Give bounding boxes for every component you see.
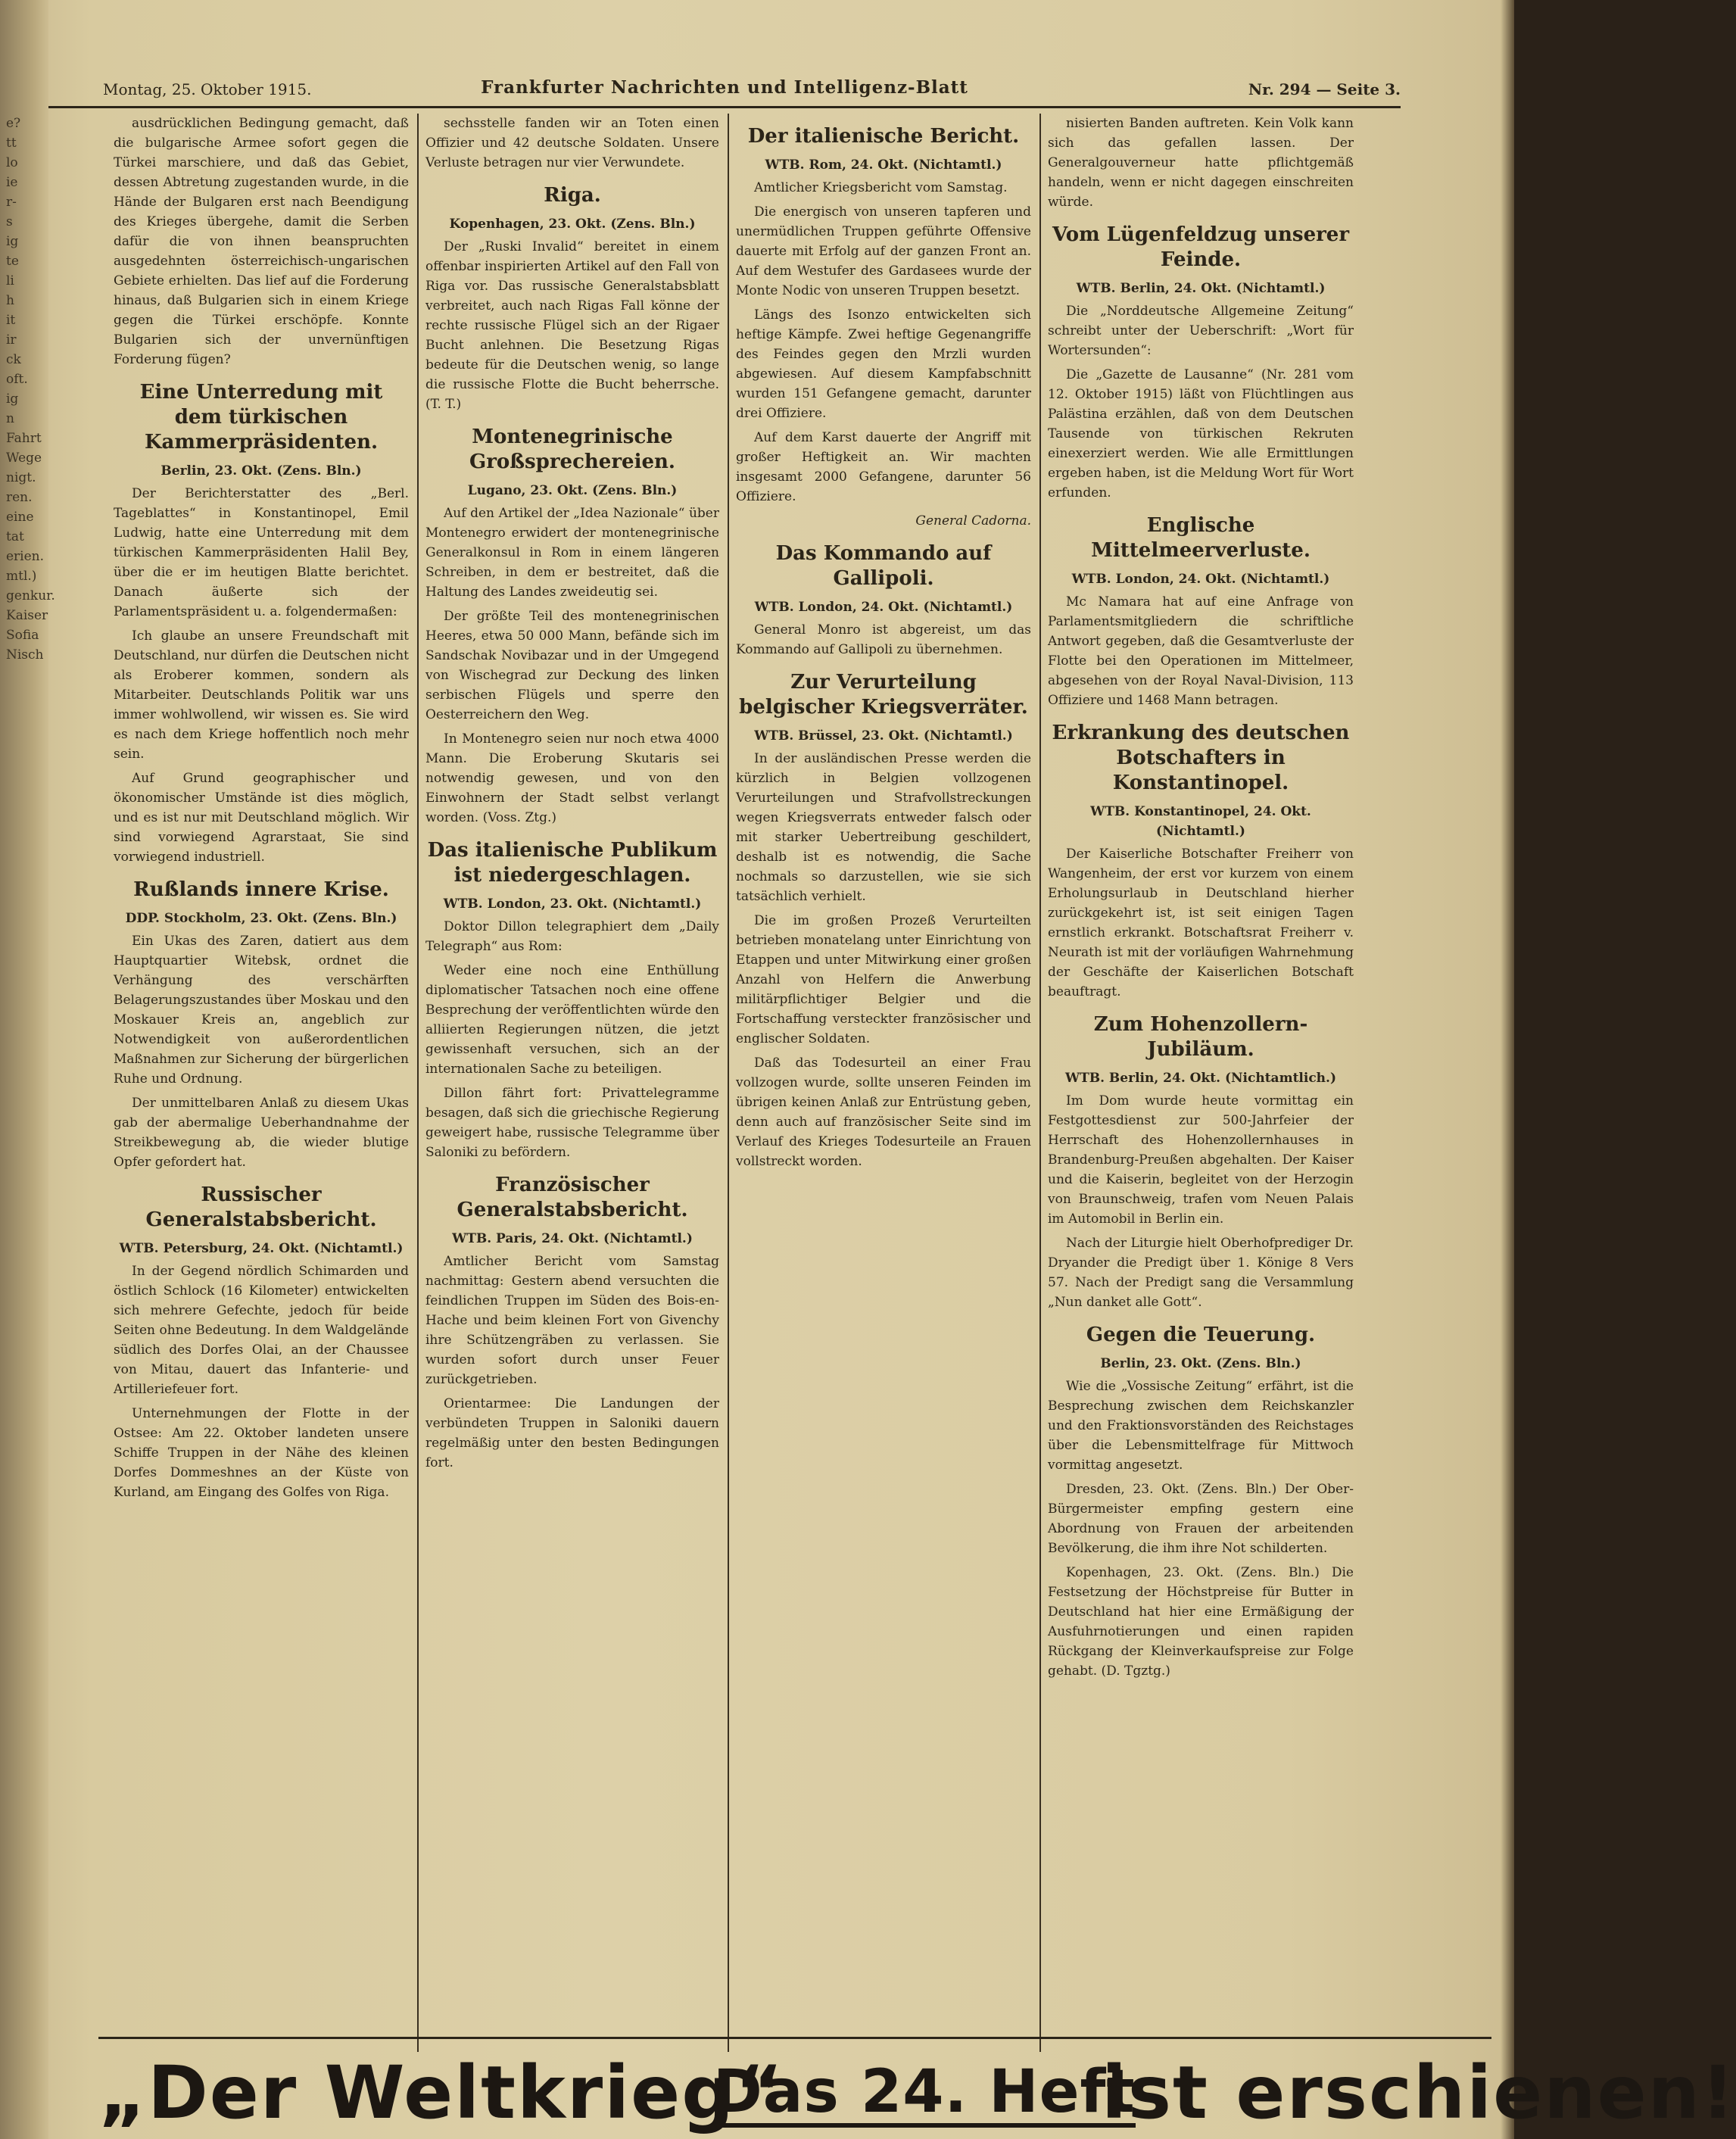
column-body [736,124,1031,1171]
article-paragraph: In der ausländischen Presse werden die kürzlich in Belgien vollzogenen Verurteilungen und Strafvollstreckungen wegen Kriegsverrats entweder falsch oder mit starker Uebertreibung geschildert, deshalb ist es notwendig, die Sache nochmals so darzustellen, wie sie sich tatsächlich verhielt. [736,751,1031,904]
article-paragraph: General Monro ist abgereist, um das Kommando auf Gallipoli zu übernehmen. [736,622,1031,657]
article-dateline: WTB. London, 23. Okt. (Nichtamtl.) [443,896,702,912]
article-headline: Der italienische Bericht. [747,125,1020,148]
article-paragraph: Die energisch von unseren tapferen und unermüdlichen Truppen geführte Offensive dauerte mit Erfolg auf der ganzen Front an. Auf dem Westufer des Gardasees wurde der Monte Nodic von unseren Truppen besetzt. [736,204,1031,298]
article [736,124,1031,531]
article [114,1183,409,1502]
article-dateline: WTB. London, 24. Okt. (Nichtamtl.) [754,600,1013,615]
article-paragraph: Die „Gazette de Lausanne“ (Nr. 281 vom 12. Oktober 1915) läßt von Flüchtlingen aus Palästina erzählen, daß von dem Deutschen Tausende von türkischen Rekruten einexerziert werden. Wie alle Ermittlungen ergeben haben, ist die Meldung Wort für Wort erfunden. [1048,367,1354,500]
article-headline: Zur Verurteilung belgischer Kriegsverräter. [739,671,1028,719]
article-paragraph: Im Dom wurde heute vormittag ein Festgottesdienst zur 500-Jahrfeier der Herrschaft des Hohenzollernhauses in Brandenburg-Preußen abgehalten. Der Kaiser und die Kaiserin, begleitet von der Herzogin von Braunschweig, trafen vom Neuen Palais im Automobil in Berlin ein. [1048,1093,1354,1227]
column-4 [1048,114,1354,2037]
article-paragraph: Die „Norddeutsche Allgemeine Zeitung“ schreibt unter der Ueberschrift: „Wort für Wortersunden“: [1048,304,1354,358]
article-paragraph: Nach der Liturgie hielt Oberhofprediger Dr. Dryander die Predigt über 1. Könige 8 Vers 57. Nach der Predigt sang die Versammlung „Nun danket alle Gott“. [1048,1236,1354,1310]
fragment-text: te [6,254,19,269]
article-paragraph: Dillon fährt fort: Privattelegramme besagen, daß sich die griechische Regierung geweigert habe, russische Telegramme über Saloniki zu befördern. [425,1086,719,1160]
article-dateline: DDP. Stockholm, 23. Okt. (Zens. Bln.) [125,911,397,926]
article-paragraph: Kopenhagen, 23. Okt. (Zens. Bln.) Die Festsetzung der Höchstpreise für Butter in Deutschland hat hier eine Ermäßigung der Ausfuhrnotierungen und einen rapiden Rückgang der Kleinverkaufspreise zur Folge gehabt. (D. Tgztg.) [1048,1565,1354,1679]
fragment-text: n [6,411,14,426]
fragment-text: ig [6,391,19,407]
article-paragraph: Wie die „Vossische Zeitung“ erfährt, ist die Besprechung zwischen dem Reichskanzler und den Fraktionsvorständen des Reichstages über die Lebensmittelfrage für Mittwoch vormittag angesetzt. [1048,1379,1354,1473]
article-headline: Erkrankung des deutschen Botschafters in Konstantinopel. [1052,722,1350,794]
article-paragraph: Daß das Todesurteil an einer Frau vollzogen wurde, sollte unseren Feinden im übrigen keinen Anlaß zur Entrüstung geben, denn auch auf französischer Seite sind im Verlauf des Krieges Todesurteile an Frauen vollstreckt worden. [736,1055,1031,1169]
article [1048,1323,1354,1681]
page-edge [1501,0,1514,2139]
article [1048,513,1354,710]
article-signature: General Cadorna. [915,513,1031,529]
fragment-text: mtl.) [6,569,37,584]
article-paragraph: Der unmittelbaren Anlaß zu diesem Ukas gab der abermalige Ueberhandnahme der Streikbewegung ab, die wieder blutige Opfer gefordert hat. [114,1096,409,1170]
fragment-text: ir [6,332,17,348]
article [114,878,409,1172]
previous-page-fragments [6,114,55,2037]
article-dateline: WTB. Paris, 24. Okt. (Nichtamtl.) [452,1231,693,1246]
column-divider [728,114,729,2052]
lead-paragraph: nisierten Banden auftreten. Kein Volk kann sich das gefallen lassen. Der Generalgouverneur hatte pflichtgemäß handeln, wenn er nicht dagegen einschreiten würde. [1048,116,1354,210]
fragment-text: ie [6,175,18,190]
fragment-text: Kaiser [6,608,48,623]
article-paragraph: Unternehmungen der Flotte in der Ostsee: Am 22. Oktober landeten unsere Schiffe Truppen in der Nähe des kleinen Dorfes Dommeshnes an der Küste von Kurland, am Eingang des Golfes von Riga. [114,1406,409,1500]
article [114,380,409,867]
article-headline: Vom Lügenfeldzug unserer Feinde. [1052,223,1350,271]
article-paragraph: Die im großen Prozeß Verurteilten betrieben monatelang unter Einrichtung von Etappen und unter Mitwirkung einer großen Anzahl von Helfern die Anwerbung militärpflichtiger Belgier und die Fortschaffung versteckter französischer und englischer Soldaten. [736,913,1031,1046]
article-dateline: WTB. Konstantinopel, 24. Okt. (Nichtamtl.) [1090,804,1311,839]
article [1048,1012,1354,1312]
column-2 [425,114,719,2037]
article-headline: Zum Hohenzollern-Jubiläum. [1093,1013,1308,1061]
fragment-text: Nisch [6,647,44,663]
article [425,1173,719,1473]
article-paragraph: Weder eine noch eine Enthüllung diplomatischer Tatsachen noch eine offene Besprechung der veröffentlichten würde den alliierten Regierungen nützen, die jetzt gewissenhaft versuchen, sich an der internationalen Sache zu beteiligen. [425,963,719,1077]
article-dateline: WTB. Rom, 24. Okt. (Nichtamtl.) [765,157,1002,173]
fragment-text: it [6,313,16,328]
article [425,183,719,414]
article-headline: Rußlands innere Krise. [133,878,389,901]
article-paragraph: Auf den Artikel der „Idea Nazionale“ über Montenegro erwidert der montenegrinische Generalkonsul in Rom in einem längeren Schreiben, in dem er bestreitet, daß die Haltung des Landes zweideutig sei. [425,506,719,600]
article [1048,721,1354,1002]
article-paragraph: Der „Ruski Invalid“ bereitet in einem offenbar inspirierten Artikel auf den Fall von Riga vor. Das russische Generalstabsblatt verbreitet, auch nach Rigas Fall könne der rechte russische Flügel sich an der Rigaer Bucht anlehnen. Die Besetzung Rigas bedeute für die Deutschen wenig, so lange die russische Flotte die Bucht beherrsche. (T. T.) [425,239,719,412]
article-headline: Russischer Generalstabsbericht. [145,1183,377,1231]
banner-issue: Das 24. Heft [713,2058,1136,2126]
fragment-text: h [6,293,14,308]
article-paragraph: Ein Ukas des Zaren, datiert aus dem Hauptquartier Witebsk, ordnet die Verhängung des verschärften Belagerungszustandes über Moskau und den Moskauer Kreis an, angeblich zur Notwendigkeit von außerordentlichen Maßnahmen zur Sicherung der bürgerlichen Ruhe und Ordnung. [114,934,409,1087]
fragment-text: Fahrt [6,431,42,446]
fragment-text: ig [6,234,19,249]
article [736,541,1031,659]
article-paragraph: Amtlicher Bericht vom Samstag nachmittag: Gestern abend versuchten die feindlichen Truppen im Süden des Bois-en-Hache und beim kleinen Fort von Givenchy ihre Schützengräben zu verlassen. Sie wurden sofort durch unser Feuer zurückgetrieben. [425,1254,719,1387]
lead-paragraph: sechsstelle fanden wir an Toten einen Offizier und 42 deutsche Soldaten. Unsere Verluste betragen nur vier Verwundete. [425,116,719,170]
fragment-text: erien. [6,549,45,564]
fragment-text: lo [6,155,18,170]
fragment-text: genkur. [6,588,55,603]
article-paragraph: Der größte Teil des montenegrinischen Heeres, etwa 50 000 Mann, befände sich im Sandschak Novibazar und in der Umgegend von Wischegrad zur Deckung des linken serbischen Flügels und sperre den Oesterreichern den Weg. [425,609,719,722]
article-paragraph: Doktor Dillon telegraphiert dem „Daily Telegraph“ aus Rom: [425,919,719,954]
fragment-text: s [6,214,13,229]
article-headline: Französischer Generalstabsbericht. [457,1174,688,1221]
fragment-text: Wege [6,451,42,466]
article-headline: Das italienische Publikum ist niedergeschlagen. [427,839,718,887]
fragment-text: ck [6,352,21,367]
column-1 [114,114,409,2037]
article-paragraph: Auf Grund geographischer und ökonomischer Umstände ist dies möglich, und es ist nur mit Deutschland möglich. Wir sind vorwiegend Agrarstaat, Sie sind vorwiegend industriell. [114,771,409,865]
article-headline: Gegen die Teuerung. [1086,1324,1316,1346]
column-3 [736,114,1031,2037]
fragment-text: r- [6,195,17,210]
article [736,670,1031,1171]
masthead: Frankfurter Nachrichten und Intelligenz-Blatt [481,77,968,98]
lead-paragraph: ausdrücklichen Bedingung gemacht, daß die bulgarische Armee sofort gegen die Türkei marschiere, und daß das Gebiet, dessen Abtretung zugestanden wurde, in die Hände der Bulgaren erst nach Beendigung des Krieges übergehe, damit die Serben dafür die von ihnen beanspruchten ausgedehnten österreichisch-ungarischen Gebiete erhielten. Das lief auf die Forderung hinaus, daß Bulgarien sich in einem Kriege gegen die Türkei erschöpfe. Konnte Bulgarien sich der unvernünftigen Forderung fügen? [114,116,409,367]
article-dateline: Berlin, 23. Okt. (Zens. Bln.) [161,463,362,479]
article-dateline: Berlin, 23. Okt. (Zens. Bln.) [1100,1356,1301,1371]
banner-tagline: ist erschienen! [1102,2050,1736,2135]
article-paragraph: Ich glaube an unsere Freundschaft mit Deutschland, nur dürfen die Deutschen nicht als Eroberer kommen, sondern als Mitarbeiter. Deutschlands Politik war uns immer wohlwollend, wir wissen es. Sie wird es nach dem Kriege hoffentlich noch mehr sein. [114,628,409,762]
fragment-text: tat [6,529,24,544]
article-headline: Eine Unterredung mit dem türkischen Kammerpräsidenten. [139,381,383,454]
article-paragraph: Der Kaiserliche Botschafter Freiherr von Wangenheim, der erst vor kurzem von einem Erholungsurlaub in Deutschland hierher zurückgekehrt ist, ist seit einigen Tagen ernstlich erkrankt. Botschaftsrat Freiherr v. Neurath ist mit der vorläufigen Wahrnehmung der Geschäfte der Kaiserlichen Botschaft beauftragt. [1048,847,1354,999]
column-body [114,114,409,1502]
article-dateline: WTB. London, 24. Okt. (Nichtamtl.) [1071,572,1330,587]
issue-page-number: Nr. 294 — Seite 3. [1248,80,1401,98]
article [425,838,719,1162]
column-body [425,114,719,1473]
fragment-text: li [6,273,14,288]
article-paragraph: In der Gegend nördlich Schimarden und östlich Schlock (16 Kilometer) entwickelten sich mehrere Gefechte, jedoch für beide Seiten ohne Bedeutung. In dem Waldgelände südlich des Dorfes Olai, an der Chaussee von Mitau, dauert das Infanterie- und Artilleriefeuer fort. [114,1264,409,1397]
article-paragraph: Längs des Isonzo entwickelten sich heftige Kämpfe. Zwei heftige Gegenangriffe des Feindes gegen den Mrzli wurden abgewiesen. Auf diesem Kampfabschnitt wurden 151 Gefangene gemacht, darunter drei Offiziere. [736,307,1031,421]
article-dateline: WTB. Petersburg, 24. Okt. (Nichtamtl.) [119,1241,404,1256]
article-dateline: Lugano, 23. Okt. (Zens. Bln.) [467,483,678,498]
article-headline: Englische Mittelmeerverluste. [1091,514,1311,562]
fragment-text: Sofia [6,628,39,643]
advertisement-banner [98,2044,1736,2139]
article-paragraph: Amtlicher Kriegsbericht vom Samstag. [754,180,1008,195]
fragment-text: tt [6,136,17,151]
article-paragraph: Der Berichterstatter des „Berl. Tageblattes“ in Konstantinopel, Emil Ludwig, hatte eine Unterredung mit dem türkischen Kammerpräsidenten Halil Bey, über die er im heutigen Blatte berichtet. Danach äußerte sich der Parlamentspräsident u. a. folgendermaßen: [114,486,409,619]
article-headline: Riga. [544,184,601,207]
article-paragraph: Orientarmee: Die Landungen der verbündeten Truppen in Saloniki dauern regelmäßig unter den besten Bedingungen fort. [425,1396,719,1470]
fragment-text: oft. [6,372,28,387]
fragment-text: eine [6,510,34,525]
fragment-text: ren. [6,490,33,505]
page-header [48,76,1401,108]
column-divider [417,114,419,2052]
article-headline: Montenegrinische Großsprechereien. [469,426,675,473]
article [425,425,719,828]
article-paragraph: Dresden, 23. Okt. (Zens. Bln.) Der Ober-Bürgermeister empfing gestern eine Abordnung von Frauen der arbeitenden Bevölkerung, die ihm ihre Not schilderten. [1048,1482,1354,1556]
article-dateline: Kopenhagen, 23. Okt. (Zens. Bln.) [449,217,696,232]
banner-title: „Der Weltkrieg“ [98,2050,785,2135]
fragment-text: e? [6,116,21,131]
issue-date: Montag, 25. Oktober 1915. [103,80,312,98]
column-divider [1039,114,1041,2052]
article-paragraph: In Montenegro seien nur noch etwa 4000 Mann. Die Eroberung Skutaris sei notwendig gewesen, und von den Einwohnern der Stadt selbst verlangt worden. (Voss. Ztg.) [425,731,719,825]
article-dateline: WTB. Berlin, 24. Okt. (Nichtamtl.) [1076,281,1326,296]
article-dateline: WTB. Berlin, 24. Okt. (Nichtamtlich.) [1064,1071,1337,1086]
column-body [1048,114,1354,1681]
article [1048,223,1354,503]
article-dateline: WTB. Brüssel, 23. Okt. (Nichtamtl.) [754,728,1013,744]
fragment-text: nigt. [6,470,36,485]
article-headline: Das Kommando auf Gallipoli. [775,542,992,590]
article-paragraph: Auf dem Karst dauerte der Angriff mit großer Heftigkeit an. Wir machten insgesamt 2000 Gefangene, darunter 56 Offiziere. [736,430,1031,504]
banner-rule [98,2037,1491,2039]
article-paragraph: Mc Namara hat auf eine Anfrage von Parlamentsmitgliedern die schriftliche Antwort gegeben, daß die Gesamtverluste der Flotte bei den Operationen im Mittelmeer, abgesehen von der Royal Naval-Division, 113 Offiziere und 1468 Mann betragen. [1048,594,1354,708]
